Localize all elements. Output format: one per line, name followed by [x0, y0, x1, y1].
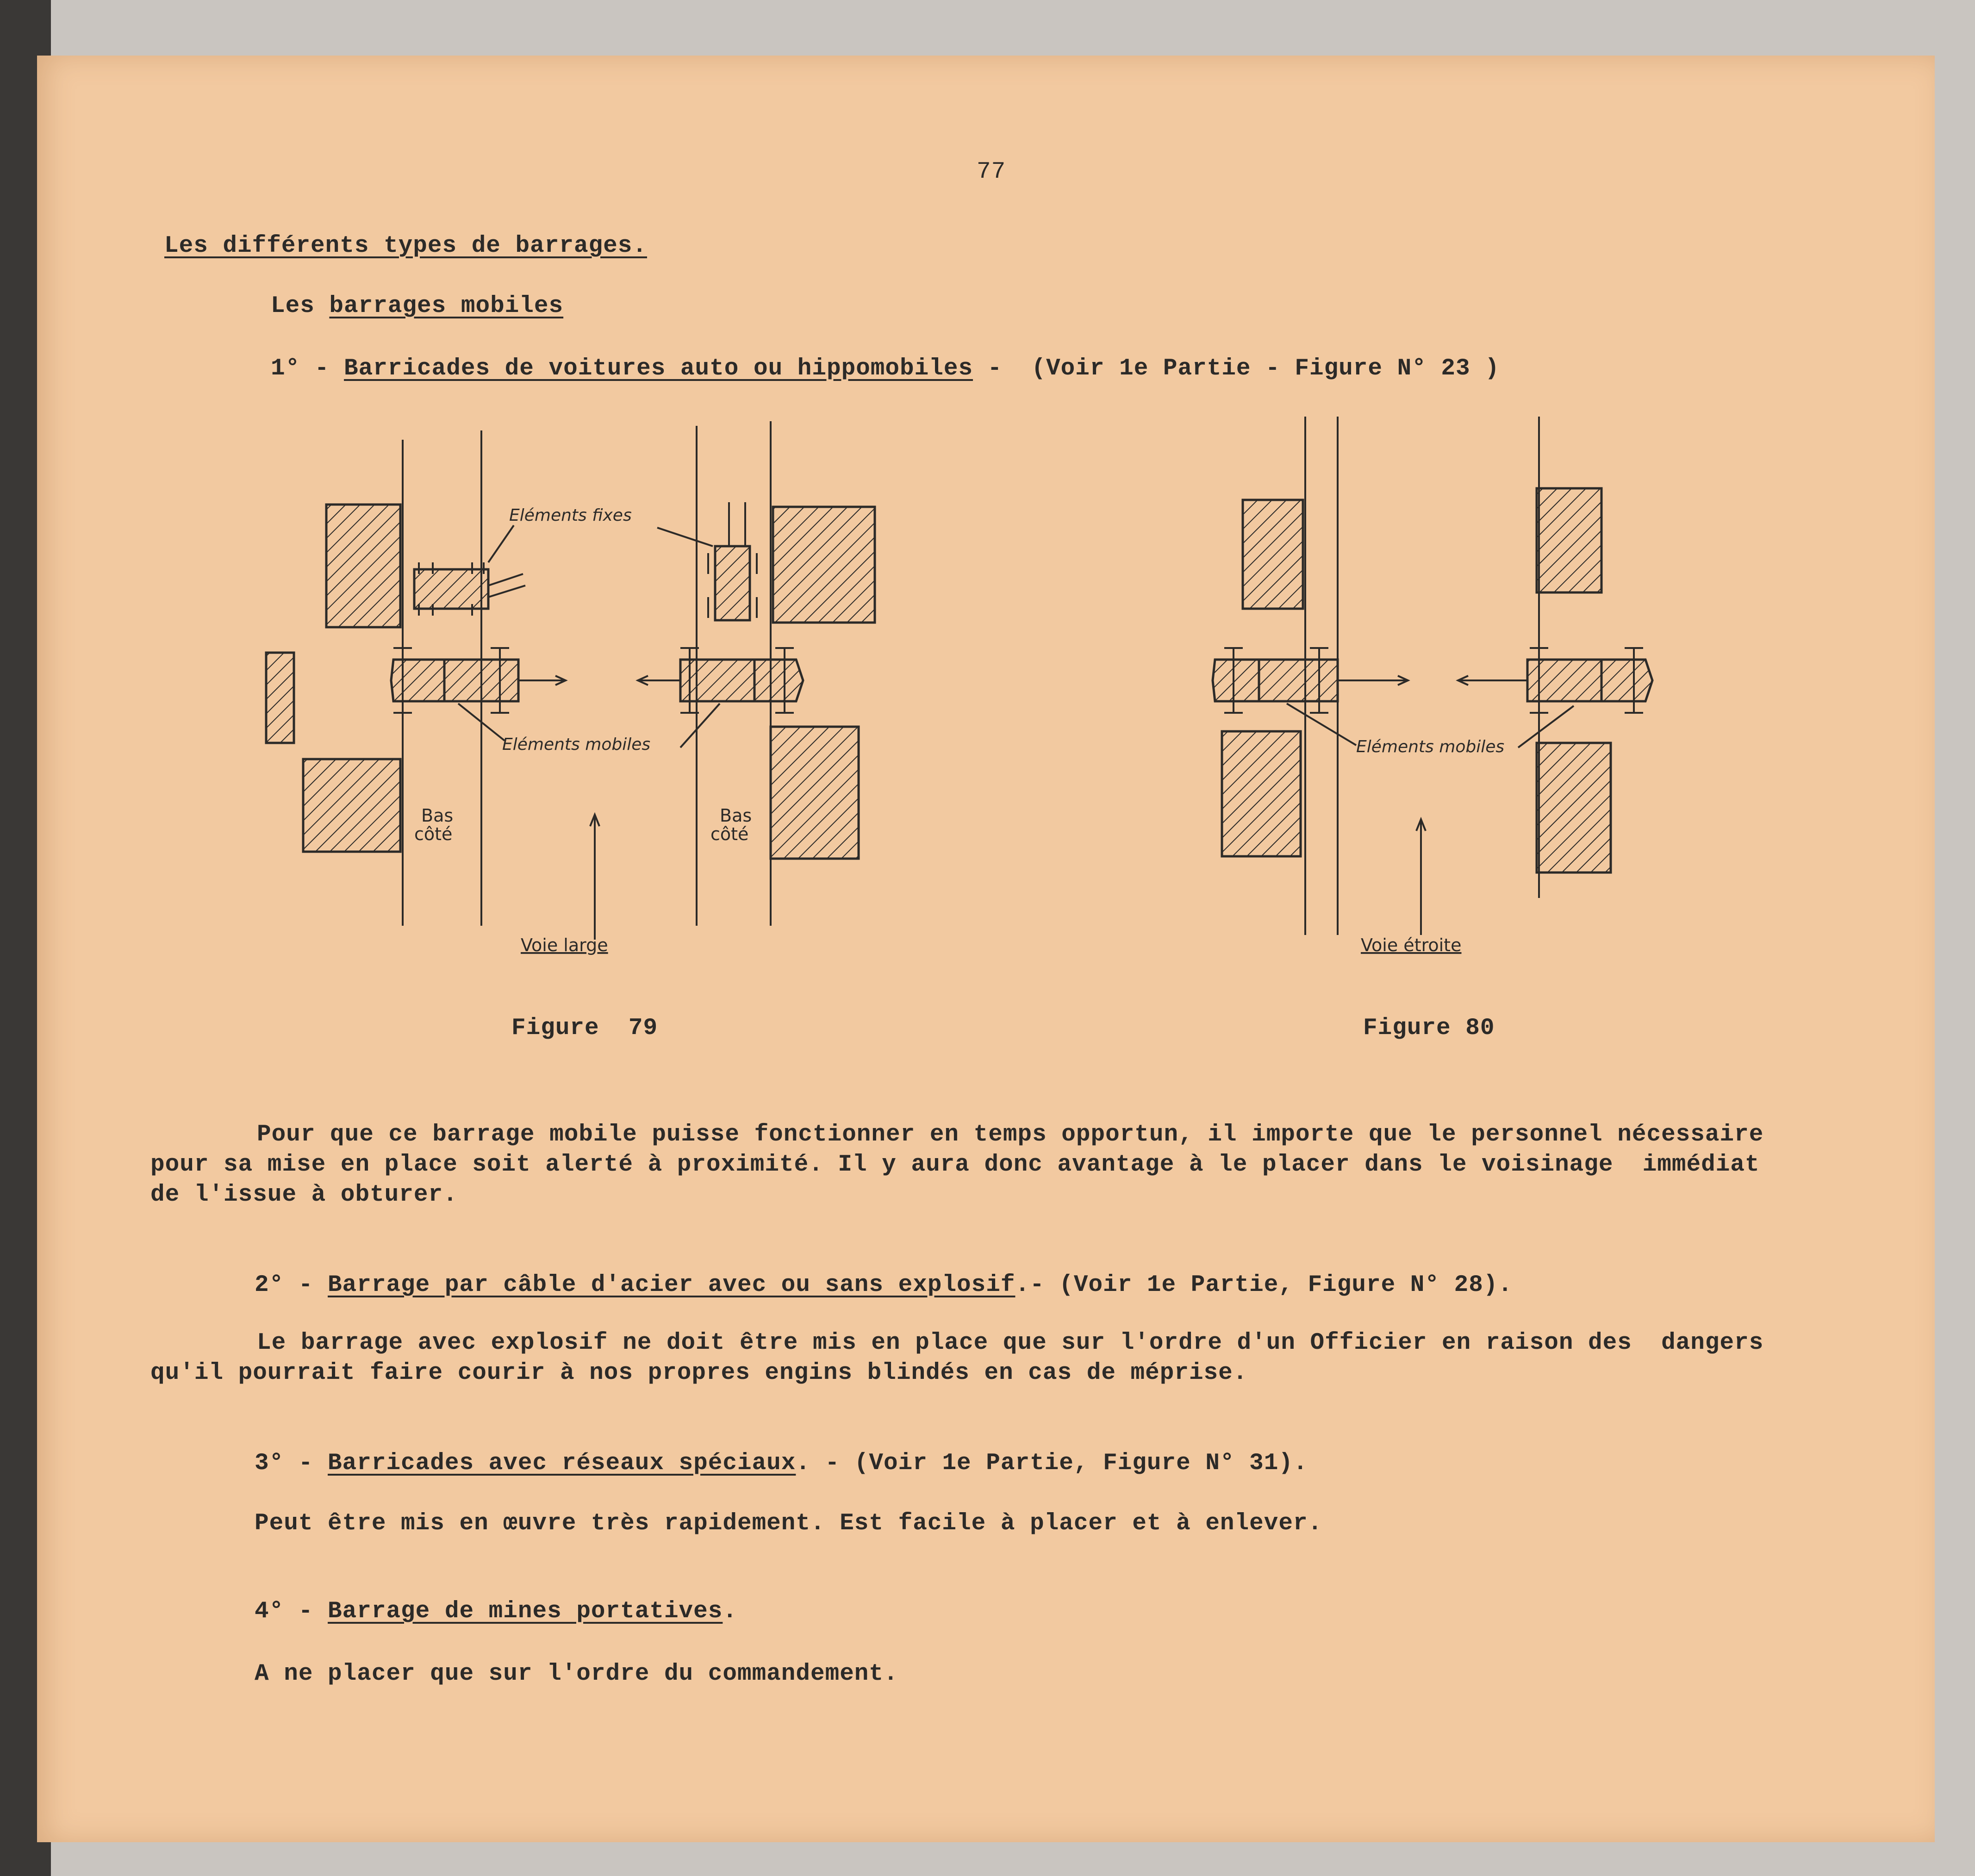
paragraph-4: A ne placer que sur l'ordre du commandement. — [255, 1661, 898, 1687]
mobile-elements-label: Eléments mobiles — [1356, 737, 1505, 756]
mobile-elements — [1213, 648, 1652, 713]
item-3-number: 3° - — [255, 1450, 328, 1477]
item-3-reference: . - (Voir 1e Partie, Figure N° 31). — [796, 1450, 1308, 1477]
item-4-heading — [255, 1597, 737, 1627]
leader-lines — [458, 525, 720, 748]
item-1-title: Barricades de voitures auto ou hippomobiles — [344, 355, 973, 382]
paragraph-2-line-1: Le barrage avec explosif ne doit être mis en place que sur l'ordre d'un Officier en raison des dangers — [257, 1330, 1764, 1356]
item-2-number: 2° - — [255, 1272, 328, 1298]
paragraph-1-line-3: de l'issue à obturer. — [150, 1182, 458, 1208]
item-1-number: 1° - — [271, 355, 344, 382]
road-label-wide: Voie large — [521, 935, 608, 955]
paragraph-3: Peut être mis en œuvre très rapidement. Est facile à placer et à enlever. — [255, 1510, 1323, 1537]
item-2-heading — [255, 1271, 1513, 1300]
item-3-title: Barricades avec réseaux spéciaux — [328, 1450, 796, 1477]
paragraph-1-line-2: pour sa mise en place soit alerté à proximité. Il y aura donc avantage à le placer dans le voisinage immédiat — [150, 1152, 1760, 1178]
figure-79 — [266, 421, 875, 955]
road-edges — [1305, 417, 1539, 935]
road-label-narrow: Voie étroite — [1361, 935, 1462, 955]
mobile-elements — [391, 648, 803, 713]
fixed-elements-label: Eléments fixes — [509, 506, 632, 525]
figure-80 — [1213, 417, 1652, 955]
roadside-label-right-2: côté — [710, 824, 749, 844]
item-4-title: Barrage de mines portatives — [328, 1598, 723, 1625]
item-2-title: Barrage par câble d'acier avec ou sans explosif — [328, 1272, 1016, 1298]
page-number: 77 — [977, 159, 1006, 185]
roadside-label-left: Bas — [421, 805, 454, 826]
roadside-label-right: Bas — [720, 805, 752, 826]
subsection-title: barrages mobiles — [329, 293, 564, 319]
item-2-reference: .- (Voir 1e Partie, Figure N° 28). — [1015, 1272, 1513, 1298]
figure-80-caption: Figure 80 — [1363, 1015, 1495, 1041]
item-4-reference: . — [723, 1598, 737, 1625]
subsection-prefix: Les — [271, 293, 330, 319]
roadside-label-left-2: côté — [414, 824, 453, 844]
item-1-reference: - (Voir 1e Partie - Figure N° 23 ) — [973, 355, 1500, 382]
section-title: Les différents types de barrages. — [164, 233, 647, 259]
figure-79-caption: Figure 79 — [511, 1015, 658, 1041]
mobile-elements-label: Eléments mobiles — [502, 735, 651, 754]
item-3-heading — [255, 1449, 1308, 1478]
paragraph-2-line-2: qu'il pourrait faire courir à nos propres engins blindés en cas de méprise. — [150, 1360, 1248, 1386]
item-4-number: 4° - — [255, 1598, 328, 1625]
paragraph-1-line-1: Pour que ce barrage mobile puisse fonctionner en temps opportun, il importe que le personnel nécessaire — [257, 1122, 1764, 1148]
